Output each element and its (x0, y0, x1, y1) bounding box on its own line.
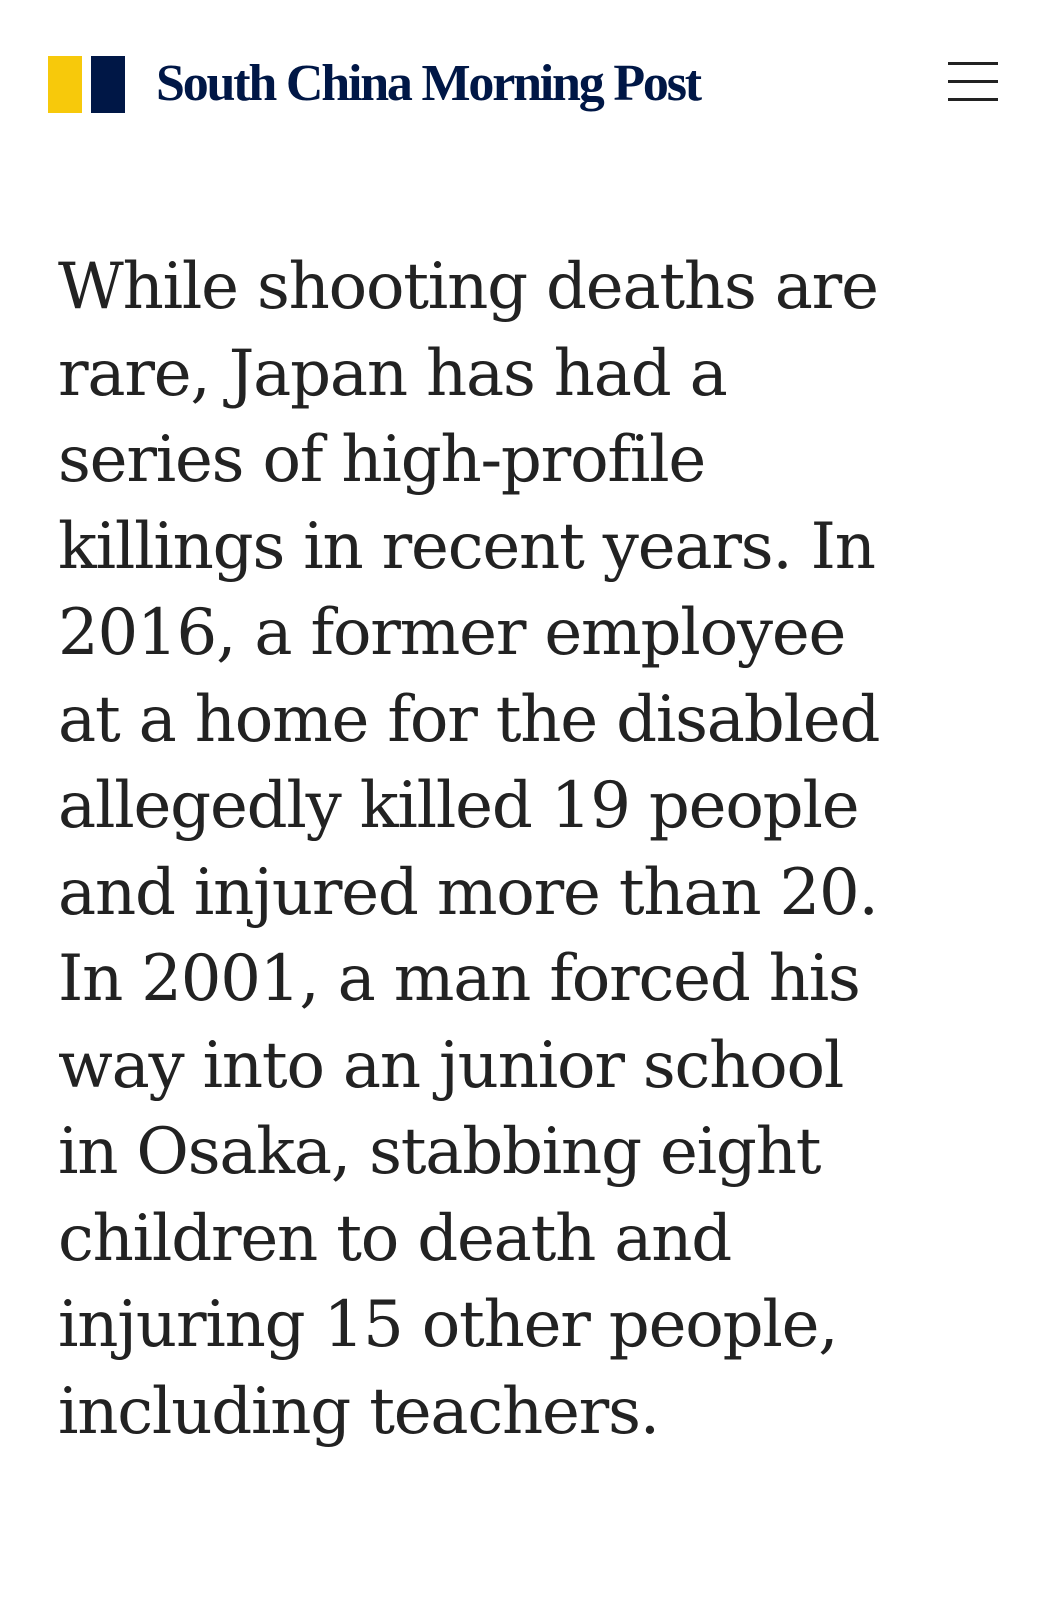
logo-yellow-block[interactable] (48, 56, 82, 113)
paragraph-line: children to death and (58, 1201, 732, 1276)
paragraph-line: killings in recent years. In (58, 509, 875, 584)
paragraph-line: and injured more than 20. (58, 855, 878, 930)
paragraph-line: including teachers. (58, 1374, 659, 1449)
paragraph-line: in Osaka, stabbing eight (58, 1115, 821, 1189)
paragraph-line: 2016, a former employee (58, 596, 846, 670)
paragraph-line: injuring 15 other people, (58, 1288, 838, 1362)
paragraph-line: While shooting deaths are (58, 250, 878, 324)
menu-bar-middle (948, 80, 998, 83)
article-paragraph (58, 244, 1018, 1455)
menu-bar-top (948, 62, 998, 65)
paragraph-line: way into an junior school (58, 1028, 844, 1103)
paragraph-line: allegedly killed 19 people (58, 769, 859, 843)
paragraph-line: rare, Japan has had a (58, 336, 727, 411)
paragraph-line: series of high-profile (58, 423, 706, 497)
paragraph-line: at a home for the disabled (58, 682, 880, 757)
hamburger-menu-icon[interactable] (944, 56, 1004, 108)
paragraph-line: In 2001, a man forced his (58, 942, 860, 1016)
logo-navy-block[interactable] (91, 56, 125, 113)
article-body (58, 244, 1018, 1455)
menu-bar-bottom (948, 98, 998, 101)
site-header (0, 0, 1052, 170)
site-title[interactable]: South China Morning Post (156, 55, 700, 112)
